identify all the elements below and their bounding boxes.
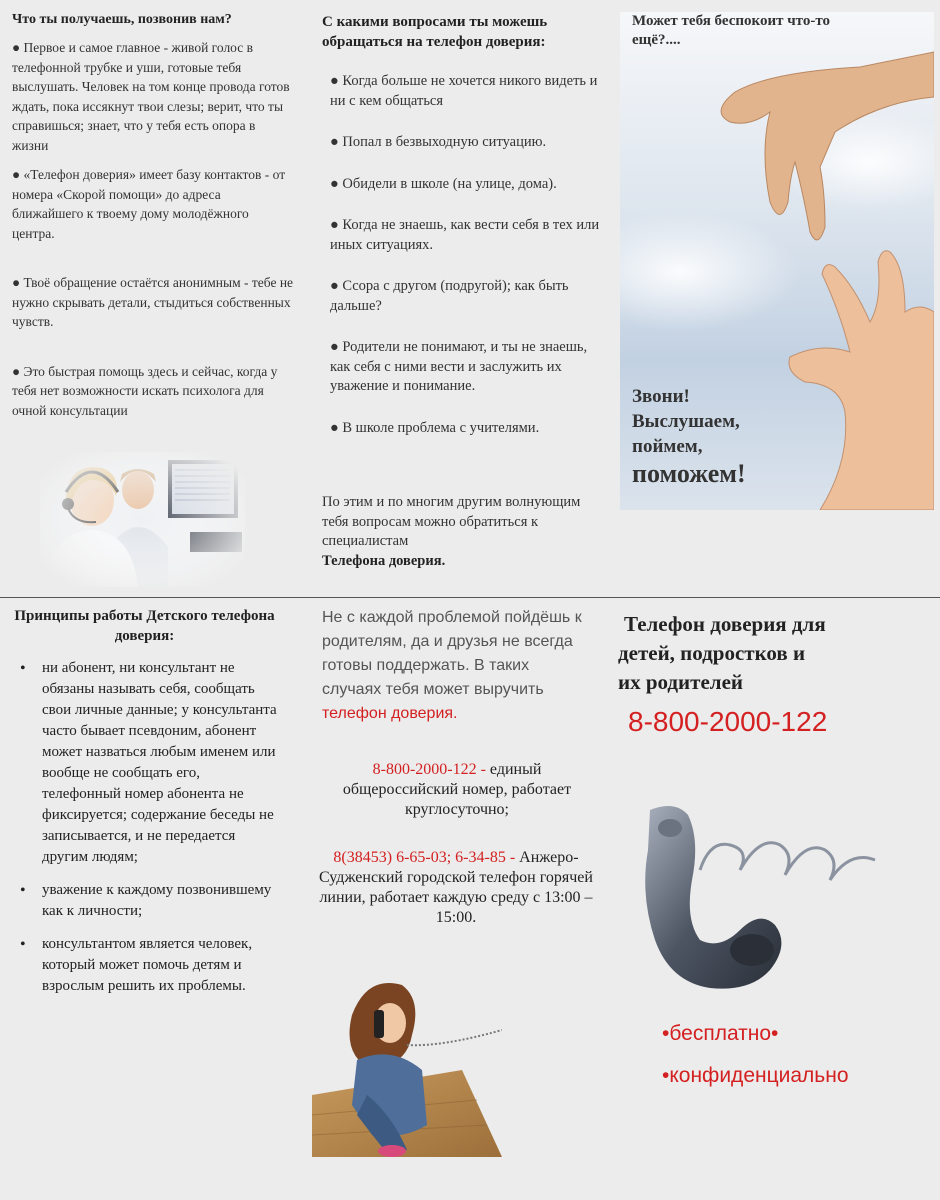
section-title-topics: С какими вопросами ты можешь обращаться на телефон доверия: bbox=[322, 14, 548, 50]
list-item: • консультантом является человек, который может помочь детям и взрослым решить их проблемы. bbox=[16, 934, 281, 997]
intro-highlight: телефон доверия. bbox=[322, 705, 458, 722]
national-number-block bbox=[322, 760, 592, 820]
national-number-description: единый общероссийский номер, работает круглосуточно; bbox=[342, 761, 572, 818]
confidential-label: •конфиденциально bbox=[662, 1064, 849, 1087]
call-to-action bbox=[632, 384, 832, 486]
list-item: ● В школе проблема с учителями. bbox=[330, 419, 540, 436]
section-title-principles: Принципы работы Детского телефона доверия: bbox=[14, 608, 275, 644]
title-line: детей, подростков и bbox=[618, 641, 806, 665]
call-line: Выслушаем, bbox=[632, 411, 740, 432]
girl-on-phone-photo bbox=[312, 975, 502, 1157]
list-item: ● Первое и самое главное - живой голос в телефонной трубке и уши, готовые тебя выслушать. Человек на том конце провода готов ждать, пока иссякнут твои слезы; верит, что ты справишься; знает, что у тебя есть опора в жизни bbox=[12, 40, 290, 153]
local-number-block bbox=[306, 848, 606, 928]
fold-divider bbox=[0, 597, 940, 598]
outro-text: По этим и по многим другим волнующим тебя вопросам можно обратиться к специалистам bbox=[322, 494, 581, 549]
call-line: поймем, bbox=[632, 436, 703, 457]
section-title-anything-else: Может тебя беспокоит что-то ещё?.... bbox=[632, 13, 831, 48]
intro-text: Не с каждой проблемой пойдёшь к родителям, да и друзья не всегда готовы поддержать. В таких случаях тебя может выручить bbox=[322, 609, 582, 698]
list-item: • уважение к каждому позвонившему как к личности; bbox=[16, 880, 281, 922]
topics-outro bbox=[322, 493, 592, 571]
separator: - bbox=[505, 849, 520, 866]
intro-paragraph bbox=[322, 606, 592, 726]
list-item: ● Попал в безвыходную ситуацию. bbox=[330, 134, 547, 150]
national-phone-number: 8-800-2000-122 bbox=[372, 761, 477, 778]
list-item: ● Обидели в школе (на улице, дома). bbox=[330, 175, 557, 192]
list-item: ● Твоё обращение остаётся анонимным - тебе не нужно скрывать детали, стыдиться собственных чувств. bbox=[12, 275, 294, 329]
call-line: Звони! bbox=[632, 386, 690, 407]
outro-bold: Телефона доверия. bbox=[322, 552, 446, 569]
list-item: ● Это быстрая помощь здесь и сейчас, когда у тебя нет возможности искать психолога для очной консультации bbox=[12, 363, 278, 418]
list-item: ● Когда не знаешь, как вести себя в тех или иных ситуациях. bbox=[330, 217, 600, 253]
benefits-list bbox=[12, 38, 294, 420]
title-line: их родителей bbox=[618, 670, 743, 694]
list-item: ● Ссора с другом (подругой); как быть дальше? bbox=[330, 278, 569, 314]
principles-list bbox=[16, 658, 281, 1009]
section-title-what-you-get: Что ты получаешь, позвонив нам? bbox=[12, 12, 232, 27]
hotline-title bbox=[618, 610, 918, 697]
local-phone-number: 8(38453) 6-65-03; 6-34-85 bbox=[333, 849, 506, 866]
list-item: ● Когда больше не хочется никого видеть и ни с кем общаться bbox=[330, 73, 598, 109]
list-item: ● «Телефон доверия» имеет базу контактов - от номера «Скорой помощи» до адреса ближайшего к твоему дому молодёжного центра. bbox=[12, 167, 286, 241]
call-center-operators-photo bbox=[40, 452, 245, 587]
telephone-receiver-illustration bbox=[640, 800, 885, 995]
topics-list bbox=[330, 72, 602, 460]
free-label: •бесплатно• bbox=[662, 1022, 779, 1045]
list-item: • ни абонент, ни консультант не обязаны называть себя, сообщать свои личные данные; у консультанта часто бывает псевдоним, абонент может назваться любым именем или вообще не сообщать его, телефонный номер абонента не фиксируется; содержание беседы не записывается, и не передается другим людям; bbox=[16, 658, 281, 868]
separator: - bbox=[476, 761, 490, 778]
call-line-emphasis: поможем! bbox=[632, 459, 746, 488]
hotline-phone-number[interactable]: 8-800-2000-122 bbox=[628, 706, 828, 737]
list-item: ● Родители не понимают, и ты не знаешь, как себя с ними вести и заслужить их уважение и понимание. bbox=[330, 339, 588, 394]
local-number-description: Анжеро-Судженский городской телефон горячей линии, работает каждую среду с 13:00 – 15:00. bbox=[319, 849, 593, 926]
title-line: Телефон доверия для bbox=[624, 612, 826, 636]
